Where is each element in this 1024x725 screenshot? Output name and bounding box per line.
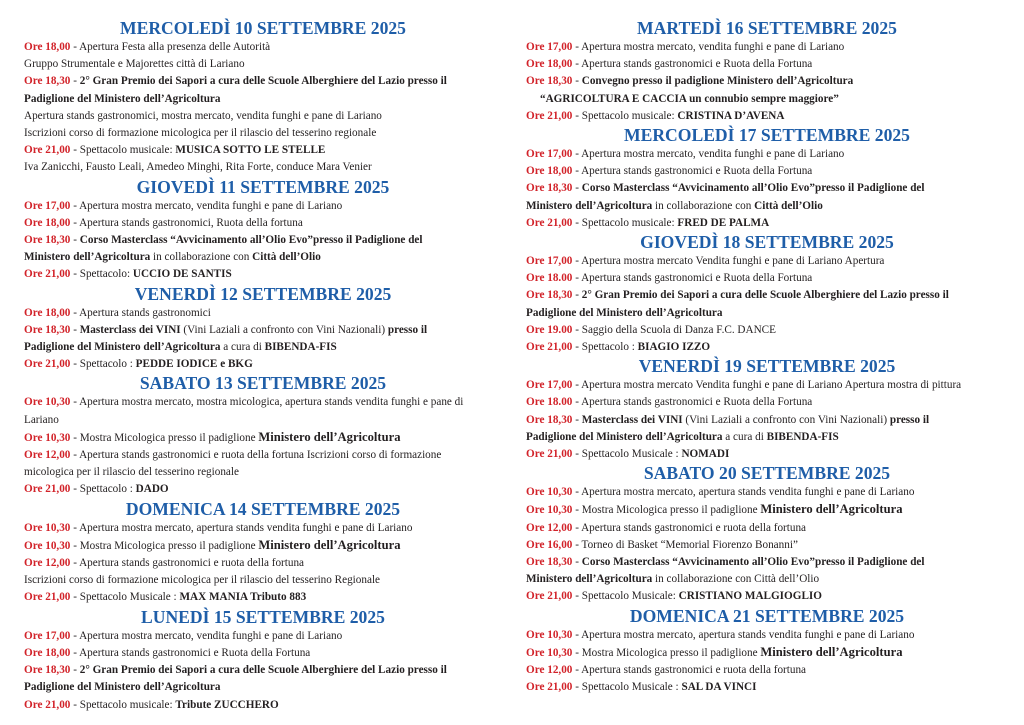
event-time: Ore 18,00 (24, 646, 71, 659)
program-line (526, 446, 1004, 463)
event-text: - Spettacolo musicale: (70, 144, 176, 157)
event-text: - Apertura mostra mercato Vendita funghi e pane di Lariano Apertura (572, 255, 885, 268)
event-highlight: Padiglione del Ministero dell’Agricoltura (24, 92, 221, 105)
event-text: a cura di (722, 430, 767, 443)
event-text: - Apertura stands gastronomici e Ruota della Fortuna (572, 58, 813, 71)
event-highlight: Corso Masterclass “Avvicinamento all’Olio Evo”presso il Padiglione del (79, 234, 423, 247)
program-line (526, 270, 1004, 287)
day-title: VENERDÌ 12 SETTEMBRE 2025 (134, 283, 392, 304)
event-highlight: BIBENDA-FIS (264, 341, 337, 354)
event-text: - Apertura mostra mercato, apertura stands vendita funghi e pane di Lariano (70, 521, 413, 534)
event-time: Ore 21,00 (24, 268, 71, 281)
event-highlight: SAL DA VINCI (681, 681, 757, 694)
event-highlight: UCCIO DE SANTIS (132, 268, 232, 281)
event-text: - Apertura stands gastronomici e ruota della fortuna (572, 521, 807, 534)
event-text: - (70, 75, 80, 88)
program-line (526, 429, 1004, 446)
event-highlight: Masterclass dei VINI (79, 323, 181, 336)
event-text: - Apertura mostra mercato, apertura stands vendita funghi e pane di Lariano (572, 486, 915, 499)
program-line (526, 215, 1004, 232)
event-highlight: Ministero dell’Agricoltura (24, 251, 151, 264)
program-line (526, 198, 1004, 215)
program-line (24, 249, 502, 266)
program-line (24, 394, 502, 411)
event-highlight: Corso Masterclass “Avvicinamento all’Olio Evo”presso il Padiglione del (581, 556, 925, 569)
event-time: Ore 18,00 (24, 216, 71, 229)
program-line (24, 412, 502, 429)
event-highlight: PEDDE IODICE e BKG (135, 358, 253, 371)
event-highlight: BIAGIO IZZO (637, 341, 711, 354)
event-time: Ore 18,00 (24, 306, 71, 319)
event-text: - (572, 413, 582, 426)
event-time: Ore 21,00 (24, 358, 71, 371)
event-highlight: Padiglione del Ministero dell’Agricoltura (24, 681, 221, 694)
program-column-left (24, 18, 502, 714)
event-text: - (572, 289, 582, 302)
program-line (526, 163, 1004, 180)
event-highlight: Padiglione del Ministero dell’Agricoltura (526, 430, 723, 443)
program-line (526, 412, 1004, 429)
program-line (24, 266, 502, 283)
event-text: - (70, 234, 80, 247)
event-text: - Mostra Micologica presso il padiglione (572, 646, 761, 659)
event-text: - Apertura Festa alla presenza delle Autorità (70, 41, 271, 53)
event-time: Ore 18,30 (526, 182, 573, 195)
event-text: - (70, 323, 80, 336)
event-highlight: MAX MANIA Tributo 883 (179, 591, 307, 604)
program-line (24, 429, 502, 447)
event-time: Ore 18,30 (24, 75, 71, 88)
event-time: Ore 21,00 (526, 109, 573, 122)
event-time: Ore 18,00 (24, 41, 71, 53)
event-time: Ore 12,00 (526, 521, 573, 534)
event-text: - Apertura mostra mercato, vendita funghi e pane di Lariano (70, 199, 343, 212)
program-line (24, 232, 502, 249)
event-time: Ore 18.00 (526, 272, 573, 285)
program-line (24, 125, 502, 142)
program-line (526, 588, 1004, 605)
event-time: Ore 10,30 (526, 628, 573, 641)
event-time: Ore 21,00 (526, 341, 573, 354)
event-highlight: Padiglione del Ministero dell’Agricoltura (24, 341, 221, 354)
event-text: - Apertura stands gastronomici, Ruota della fortuna (70, 216, 303, 229)
event-time: Ore 18,00 (526, 165, 573, 178)
day-title: MERCOLEDÌ 17 SETTEMBRE 2025 (624, 125, 910, 146)
program-line (526, 377, 1004, 394)
program-line (24, 39, 502, 56)
event-highlight: Città dell’Olio (754, 199, 823, 212)
event-text: - Saggio della Scuola di Danza F.C. DANCE (572, 323, 776, 336)
event-text: - Spettacolo : (70, 358, 136, 371)
program-line (526, 180, 1004, 197)
event-text: in collaborazione con Città dell’Olio (652, 573, 820, 586)
event-highlight: 2° Gran Premio dei Sapori a cura delle Scuole Alberghiere del Lazio presso il (581, 289, 949, 302)
program-column-right (526, 18, 1004, 697)
event-time: Ore 10,30 (24, 431, 71, 444)
event-text: - Apertura mostra mercato, vendita funghi e pane di Lariano (70, 629, 343, 642)
event-time: Ore 18,00 (526, 58, 573, 71)
event-time: Ore 17,00 (526, 379, 573, 392)
event-text: (Vini Laziali a confronto con Vini Nazionali) (682, 413, 890, 426)
event-text: - Apertura stands gastronomici e ruota della fortuna Iscrizioni corso di formazione (70, 449, 442, 462)
event-time: Ore 10,30 (24, 521, 71, 534)
event-text: micologica per il rilascio del tesserino regionale (24, 466, 239, 479)
event-text: - (572, 75, 582, 88)
program-line (24, 572, 502, 589)
event-text: - (70, 664, 80, 677)
event-time: Ore 10,30 (526, 486, 573, 499)
program-line (526, 287, 1004, 304)
event-time: Ore 19.00 (526, 323, 573, 336)
event-text: - Apertura stands gastronomici e Ruota della Fortuna (572, 396, 813, 409)
event-highlight: presso il (387, 323, 428, 336)
event-highlight: presso il (889, 413, 930, 426)
day-title: DOMENICA 21 SETTEMBRE 2025 (629, 605, 905, 626)
program-line (526, 679, 1004, 696)
event-time: Ore 21,00 (24, 698, 71, 711)
event-time: Ore 21,00 (526, 681, 573, 694)
event-text: - Apertura mostra mercato, vendita funghi e pane di Lariano (572, 41, 845, 53)
day-title: MARTEDÌ 16 SETTEMBRE 2025 (637, 18, 897, 38)
program-line (526, 339, 1004, 356)
event-text: - Apertura stands gastronomici e Ruota della Fortuna (572, 272, 813, 285)
program-line (526, 554, 1004, 571)
program-line (24, 537, 502, 555)
event-time: Ore 21,00 (24, 483, 71, 496)
program-line (24, 464, 502, 481)
day-title: GIOVEDÌ 11 SETTEMBRE 2025 (136, 176, 390, 197)
program-line (24, 108, 502, 125)
event-time: Ore 18,30 (526, 75, 573, 88)
program-line (24, 481, 502, 498)
program-line (526, 501, 1004, 519)
program-line (24, 555, 502, 572)
event-time: Ore 17,00 (526, 41, 573, 53)
event-time: Ore 17,00 (526, 255, 573, 268)
day-title: GIOVEDÌ 18 SETTEMBRE 2025 (640, 232, 894, 253)
program-line (526, 253, 1004, 270)
event-highlight: Ministero dell’Agricoltura (258, 429, 401, 444)
event-text: - (572, 182, 582, 195)
event-highlight: FRED DE PALMA (677, 216, 770, 229)
event-time: Ore 18,30 (526, 413, 573, 426)
program-line (24, 215, 502, 232)
program-line (24, 697, 502, 714)
event-text: - Spettacolo: (70, 268, 133, 281)
event-text: - Spettacolo : (572, 341, 638, 354)
program-line (24, 305, 502, 322)
event-highlight: Tribute ZUCCHERO (175, 698, 279, 711)
event-highlight: MUSICA SOTTO LE STELLE (175, 144, 326, 157)
event-text: - Apertura mostra mercato, mostra micologica, apertura stands vendita funghi e pane di (70, 396, 464, 409)
program-line (526, 394, 1004, 411)
program-line (24, 142, 502, 159)
event-highlight: BIBENDA-FIS (766, 430, 839, 443)
event-time: Ore 17,00 (526, 148, 573, 161)
event-text: Apertura stands gastronomici, mostra mercato, vendita funghi e pane di Lariano (24, 109, 382, 122)
event-text: - Apertura stands gastronomici e ruota della fortuna (572, 664, 807, 677)
event-time: Ore 18,30 (526, 289, 573, 302)
event-text: Lariano (24, 413, 59, 426)
program-line (526, 537, 1004, 554)
event-text: a cura di (220, 341, 265, 354)
event-highlight: 2° Gran Premio dei Sapori a cura delle Scuole Alberghiere del Lazio presso il (79, 664, 447, 677)
event-text: in collaborazione con (652, 199, 755, 212)
event-text: - Spettacolo Musicale : (70, 591, 180, 604)
event-highlight: Ministero dell’Agricoltura (526, 199, 653, 212)
program-line (24, 679, 502, 696)
event-text: - Apertura stands gastronomici e Ruota della Fortuna (70, 646, 311, 659)
event-time: Ore 18,30 (24, 234, 71, 247)
event-text: - Spettacolo Musicale : (572, 448, 682, 461)
event-text: Iscrizioni corso di formazione micologica per il rilascio del tesserino Regionale (24, 574, 381, 587)
event-highlight: DADO (135, 483, 169, 496)
event-time: Ore 17,00 (24, 199, 71, 212)
program-line (24, 339, 502, 356)
event-highlight: Convegno presso il padiglione Ministero dell’Agricoltura (581, 75, 854, 88)
program-line (24, 56, 502, 73)
program-line (24, 356, 502, 373)
event-highlight: CRISTIANO MALGIOGLIO (678, 590, 822, 603)
event-time: Ore 21,00 (24, 591, 71, 604)
event-highlight: CRISTINA D’AVENA (677, 109, 785, 122)
event-highlight: “AGRICOLTURA E CACCIA un connubio sempre maggiore” (540, 92, 839, 105)
event-time: Ore 10,30 (24, 396, 71, 409)
program-line (24, 589, 502, 606)
event-text: Gruppo Strumentale e Majorettes città di Lariano (24, 58, 245, 71)
day-title: LUNEDÌ 15 SETTEMBRE 2025 (141, 606, 385, 627)
day-title: MERCOLEDÌ 10 SETTEMBRE 2025 (120, 18, 406, 38)
program-line (526, 305, 1004, 322)
program-line (24, 662, 502, 679)
event-text: Iscrizioni corso di formazione micologica per il rilascio del tesserino regionale (24, 127, 377, 140)
event-text: - Spettacolo musicale: (572, 109, 678, 122)
program-line (24, 628, 502, 645)
program-line (24, 520, 502, 537)
event-time: Ore 12,00 (24, 557, 71, 570)
event-time: Ore 18.00 (526, 396, 573, 409)
event-time: Ore 18,30 (24, 323, 71, 336)
event-time: Ore 12,00 (526, 664, 573, 677)
program-line (526, 662, 1004, 679)
program-line (24, 73, 502, 90)
event-time: Ore 10,30 (526, 504, 573, 517)
event-text: - Apertura stands gastronomici e Ruota della Fortuna (572, 165, 813, 178)
day-title: SABATO 20 SETTEMBRE 2025 (643, 463, 891, 484)
program-line (526, 146, 1004, 163)
event-time: Ore 21,00 (526, 448, 573, 461)
event-highlight: Corso Masterclass “Avvicinamento all’Olio Evo”presso il Padiglione del (581, 182, 925, 195)
program-line (526, 484, 1004, 501)
event-highlight: NOMADI (681, 448, 730, 461)
event-text: (Vini Laziali a confronto con Vini Nazionali) (180, 323, 388, 336)
program-line (526, 322, 1004, 339)
event-text: - Mostra Micologica presso il padiglione (572, 504, 761, 517)
event-text: - Mostra Micologica presso il padiglione (70, 539, 259, 552)
event-text: - Mostra Micologica presso il padiglione (70, 431, 259, 444)
program-line (526, 520, 1004, 537)
event-text: in collaborazione con (150, 251, 253, 264)
program-line (24, 91, 502, 108)
event-highlight: Ministero dell’Agricoltura (258, 537, 401, 552)
program-line (526, 108, 1004, 125)
event-text: Iva Zanicchi, Fausto Leali, Amedeo Minghi, Rita Forte, conduce Mara Venier (24, 161, 372, 174)
program-line (526, 73, 1004, 90)
program-line (24, 645, 502, 662)
event-highlight: Masterclass dei VINI (581, 413, 683, 426)
event-text: - Spettacolo musicale: (70, 698, 176, 711)
program-line (526, 571, 1004, 588)
event-text: - Apertura mostra mercato, apertura stands vendita funghi e pane di Lariano (572, 628, 915, 641)
program-line (24, 198, 502, 215)
event-time: Ore 17,00 (24, 629, 71, 642)
event-time: Ore 21,00 (24, 144, 71, 157)
event-highlight: Città dell’Olio (252, 251, 321, 264)
event-time: Ore 16,00 (526, 538, 573, 551)
event-time: Ore 10,30 (526, 646, 573, 659)
event-time: Ore 21,00 (526, 216, 573, 229)
event-text: - Apertura mostra mercato Vendita funghi e pane di Lariano Apertura mostra di pittura (572, 379, 962, 392)
event-text: - Spettacolo musicale: (572, 216, 678, 229)
program-line (526, 56, 1004, 73)
event-highlight: 2° Gran Premio dei Sapori a cura delle Scuole Alberghiere del Lazio presso il (79, 75, 447, 88)
event-highlight: Ministero dell’Agricoltura (760, 502, 903, 517)
event-text: - Apertura mostra mercato, vendita funghi e pane di Lariano (572, 148, 845, 161)
event-time: Ore 18,30 (526, 556, 573, 569)
program-line (526, 39, 1004, 56)
program-line (526, 644, 1004, 662)
event-time: Ore 21,00 (526, 590, 573, 603)
event-time: Ore 10,30 (24, 539, 71, 552)
day-title: SABATO 13 SETTEMBRE 2025 (139, 373, 387, 394)
event-text: - (572, 556, 582, 569)
event-text: - Apertura stands gastronomici e ruota della fortuna (70, 557, 305, 570)
event-text: - Spettacolo Musicale: (572, 590, 679, 603)
event-highlight: Ministero dell’Agricoltura (760, 644, 903, 659)
event-time: Ore 18,30 (24, 664, 71, 677)
event-text: - Torneo di Basket “Memorial Fiorenzo Bonanni” (572, 538, 798, 551)
event-text: - Apertura stands gastronomici (70, 306, 211, 319)
event-text: - Spettacolo : (70, 483, 136, 496)
event-highlight: Padiglione del Ministero dell’Agricoltura (526, 306, 723, 319)
program-line (526, 91, 1004, 108)
program-line (24, 159, 502, 176)
program-line (24, 322, 502, 339)
program-line (24, 447, 502, 464)
day-title: DOMENICA 14 SETTEMBRE 2025 (125, 498, 401, 519)
day-title: VENERDÌ 19 SETTEMBRE 2025 (638, 356, 896, 377)
program-line (526, 627, 1004, 644)
event-highlight: Ministero dell’Agricoltura (526, 573, 653, 586)
event-time: Ore 12,00 (24, 449, 71, 462)
event-text: - Spettacolo Musicale : (572, 681, 682, 694)
